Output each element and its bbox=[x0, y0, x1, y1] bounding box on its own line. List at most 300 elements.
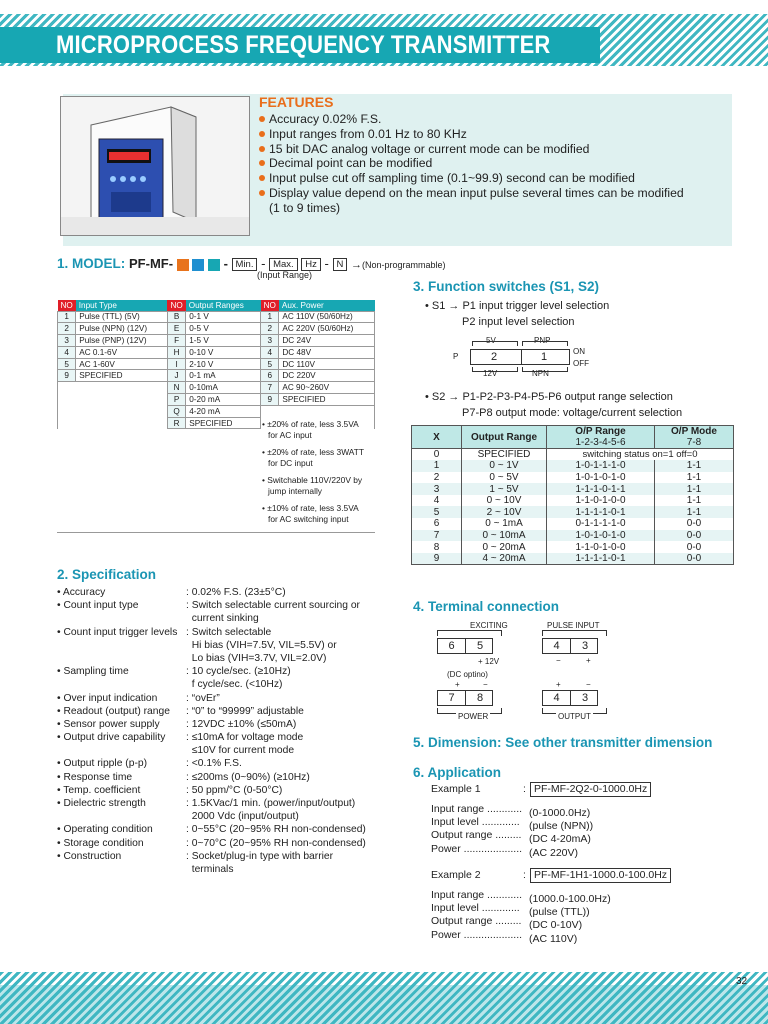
aux-power-no bbox=[261, 405, 279, 417]
spec-label: • Sampling time bbox=[57, 666, 129, 678]
arrow-icon: → bbox=[351, 259, 363, 271]
terminal-4: 4 bbox=[543, 691, 571, 705]
features-heading: FEATURES bbox=[259, 94, 334, 110]
spec-value: : Switch selectable current sourcing or bbox=[186, 600, 360, 612]
col-output-range: Output Range bbox=[462, 426, 547, 449]
terminal-3: 3 bbox=[581, 640, 589, 652]
spec-label: • Accuracy bbox=[57, 587, 106, 598]
spec-label: • Construction bbox=[57, 850, 122, 862]
table-row bbox=[58, 346, 375, 358]
dc-optino-label: (DC optino) bbox=[447, 670, 488, 679]
model-swatch-teal bbox=[208, 259, 220, 271]
terminal-5: 5 bbox=[476, 640, 484, 652]
cell-range: SPECIFIED bbox=[462, 449, 547, 461]
table-row bbox=[58, 335, 375, 347]
note-line: for DC input bbox=[268, 458, 313, 468]
spec-value: : Socket/plug-in type with barrier bbox=[186, 850, 334, 862]
table-row bbox=[58, 311, 375, 323]
power-label: POWER bbox=[458, 712, 489, 721]
op-range-sub: 1-2-3-4-5-6 bbox=[575, 437, 626, 448]
table-row bbox=[58, 370, 375, 382]
product-photo bbox=[60, 96, 250, 236]
spec-value: current sinking bbox=[186, 613, 259, 625]
application-row-value: (0-1000.0Hz) bbox=[529, 807, 591, 820]
spec-value: : ≤200ms (0~90%) (≥10Hz) bbox=[186, 771, 310, 783]
model-box-hz: Hz bbox=[301, 258, 321, 271]
table-row bbox=[412, 518, 734, 530]
page-title: MICROPROCESS FREQUENCY TRANSMITTER bbox=[56, 31, 551, 59]
dip-divider bbox=[521, 350, 522, 364]
application-heading: 6. Application bbox=[413, 765, 502, 780]
aux-note-2 bbox=[262, 447, 364, 469]
cell-op-mode: 0-0 bbox=[655, 530, 734, 542]
model-code: PF-MF- bbox=[129, 256, 174, 271]
example-2-colon: : bbox=[523, 869, 526, 881]
table-row bbox=[58, 382, 375, 394]
col-input-type: Input Type bbox=[76, 300, 168, 311]
terminal-block-bottom-right bbox=[542, 690, 598, 706]
spec-value: : “0” to “99999” adjustable bbox=[186, 705, 304, 717]
spec-value: : 0~70°C (20~95% RH non-condensed) bbox=[186, 837, 366, 849]
example-2-code: PF-MF-1H1-1000.0-100.0Hz bbox=[530, 868, 671, 883]
application-row-value: (DC 4-20mA) bbox=[529, 833, 591, 846]
output-range-no: E bbox=[167, 323, 185, 335]
output-range-label: 0-10 V bbox=[186, 346, 261, 358]
op-mode-title: O/P Mode bbox=[671, 426, 717, 437]
cell-range: 0 ~ 10mA bbox=[462, 530, 547, 542]
col-no: NO bbox=[58, 300, 76, 311]
spec-label: • Sensor power supply bbox=[57, 718, 160, 730]
op-mode-sub: 7-8 bbox=[686, 437, 702, 448]
table-row bbox=[58, 405, 375, 417]
aux-power-no: 9 bbox=[261, 394, 279, 406]
input-type-label: AC 0.1-6V bbox=[76, 346, 168, 358]
col-op-mode bbox=[655, 426, 734, 449]
input-type-label bbox=[76, 394, 168, 406]
cell-op-mode: 1-1 bbox=[655, 506, 734, 518]
model-box-n: N bbox=[333, 258, 348, 271]
application-row bbox=[431, 816, 594, 833]
op-range-title: O/P Range bbox=[575, 426, 626, 437]
cell-x: 6 bbox=[412, 518, 462, 530]
spec-value: Hi bias (VIH=7.5V, VIL=5.5V) or bbox=[186, 639, 337, 651]
model-box-max: Max. bbox=[269, 258, 298, 271]
aux-power-no: 6 bbox=[261, 370, 279, 382]
spec-value: f cycle/sec. (<10Hz) bbox=[186, 679, 283, 691]
exciting-bracket bbox=[437, 630, 502, 636]
model-heading: 1. MODEL: bbox=[57, 256, 130, 271]
example-2-label: Example 2 bbox=[431, 869, 481, 881]
example-1-label: Example 1 bbox=[431, 783, 481, 795]
terminal-6: 6 bbox=[438, 639, 466, 653]
cell-status: switching status on=1 off=0 bbox=[547, 449, 734, 461]
aux-power-no: 4 bbox=[261, 346, 279, 358]
non-programmable-label: (Non-programmable) bbox=[362, 260, 446, 270]
note-line: for AC input bbox=[268, 430, 312, 440]
spec-label: • Count input trigger levels bbox=[57, 626, 178, 638]
cell-range: 0 ~ 10V bbox=[462, 495, 547, 507]
spec-label: • Operating condition bbox=[57, 824, 153, 836]
example-1-rows bbox=[431, 803, 594, 859]
table-row bbox=[412, 460, 734, 472]
spec-labels bbox=[57, 586, 177, 876]
feature-item: Decimal point can be modified bbox=[259, 156, 684, 171]
application-row bbox=[431, 928, 611, 945]
spec-value: : Switch selectable bbox=[186, 626, 272, 638]
terminal-block-bottom-left bbox=[437, 690, 493, 706]
aux-note-1 bbox=[262, 419, 359, 441]
table-row bbox=[412, 472, 734, 484]
input-type-label: SPECIFIED bbox=[76, 370, 168, 382]
cell-x: 9 bbox=[412, 553, 462, 565]
spec-value: : 0.02% F.S. (23±5°C) bbox=[186, 587, 286, 598]
diag-pnp: PNP bbox=[534, 336, 551, 345]
diag-npn: NPN bbox=[532, 369, 549, 378]
terminal-block-top-left bbox=[437, 638, 493, 654]
cell-x: 4 bbox=[412, 495, 462, 507]
cell-op-mode: 1-1 bbox=[655, 460, 734, 472]
cell-x: 7 bbox=[412, 530, 462, 542]
minus-sign: − bbox=[556, 656, 561, 665]
aux-power-no: 7 bbox=[261, 382, 279, 394]
note-line: • Switchable 110V/220V by bbox=[262, 475, 363, 485]
model-dash: - bbox=[324, 256, 329, 271]
spec-value: 2000 Vdc (input/output) bbox=[186, 811, 299, 823]
terminal-8: 8 bbox=[476, 692, 484, 704]
output-range-label: 0-20 mA bbox=[186, 394, 261, 406]
spec-label bbox=[57, 863, 177, 876]
spec-label bbox=[57, 810, 177, 823]
output-range-label: SPECIFIED bbox=[186, 417, 261, 429]
spec-label: • Response time bbox=[57, 771, 133, 783]
input-type-no: 1 bbox=[58, 311, 76, 323]
feature-item: Input ranges from 0.01 Hz to 80 KHz bbox=[259, 127, 684, 142]
dip-2: 2 bbox=[491, 351, 498, 363]
aux-power-label: DC 48V bbox=[279, 346, 375, 358]
table-row bbox=[58, 358, 375, 370]
model-line bbox=[57, 256, 446, 271]
table-row bbox=[412, 530, 734, 542]
spec-value: : <0.1% F.S. bbox=[186, 758, 242, 770]
application-row bbox=[431, 902, 611, 919]
output-range-no: N bbox=[167, 382, 185, 394]
application-row bbox=[431, 829, 593, 846]
footer-panel bbox=[0, 985, 768, 1024]
terminal-block-top-right bbox=[542, 638, 598, 654]
col-output-ranges: Output Ranges bbox=[186, 300, 261, 311]
s2-line-1: • S2 → P1-P2-P3-P4-P5-P6 output range selection bbox=[425, 391, 673, 403]
table-row bbox=[412, 495, 734, 507]
transmitter-illustration bbox=[61, 97, 250, 236]
cell-op-range: 1-1-0-1-0-0 bbox=[547, 541, 655, 553]
application-row-label: Input level ............. bbox=[431, 816, 520, 829]
output-range-label: 2-10 V bbox=[186, 358, 261, 370]
output-range-label: 1-5 V bbox=[186, 335, 261, 347]
col-op-range bbox=[547, 426, 655, 449]
input-type-no bbox=[58, 417, 76, 429]
cell-range: 0 ~ 1mA bbox=[462, 518, 547, 530]
application-row-label: Input level ............. bbox=[431, 902, 520, 915]
output-range-no: B bbox=[167, 311, 185, 323]
terminal-4: 4 bbox=[543, 639, 571, 653]
feature-item-continuation: (1 to 9 times) bbox=[269, 200, 341, 215]
cell-op-range: 1-1-0-1-0-0 bbox=[547, 495, 655, 507]
example-1-colon: : bbox=[523, 783, 526, 795]
spec-value: : 1.5KVac/1 min. (power/input/output) bbox=[186, 798, 356, 809]
spec-label: • Readout (output) range bbox=[57, 705, 170, 717]
example-1-code: PF-MF-2Q2-0-1000.0Hz bbox=[530, 782, 651, 797]
application-row-value: (1000.0-100.0Hz) bbox=[529, 893, 611, 906]
spec-value: ≤10V for current mode bbox=[186, 745, 295, 757]
aux-power-label: AC 110V (50/60Hz) bbox=[279, 311, 375, 323]
s1-line-1: • S1 → P1 input trigger level selection bbox=[425, 300, 610, 312]
pulse-bracket bbox=[542, 630, 607, 636]
dimension-heading: 5. Dimension: See other transmitter dimension bbox=[413, 735, 713, 750]
diag-off: OFF bbox=[573, 359, 589, 368]
diag-p: P bbox=[453, 352, 459, 361]
application-row-value: (AC 220V) bbox=[529, 846, 579, 859]
cell-range: 2 ~ 10V bbox=[462, 506, 547, 518]
aux-power-label: AC 90~260V bbox=[279, 382, 375, 394]
minus-sign: − bbox=[586, 680, 591, 689]
input-type-no bbox=[58, 405, 76, 417]
model-dash: - bbox=[223, 256, 228, 271]
output-range-no: I bbox=[167, 358, 185, 370]
note-line: for AC switching input bbox=[268, 514, 349, 524]
output-range-no: R bbox=[167, 417, 185, 429]
application-row-value: (DC 0-10V) bbox=[529, 919, 583, 932]
input-range-label: (Input Range) bbox=[257, 270, 313, 280]
aux-note-4 bbox=[262, 503, 359, 525]
spec-label: • Dielectric strength bbox=[57, 798, 146, 809]
spec-label bbox=[57, 678, 177, 691]
table-row bbox=[412, 553, 734, 565]
spec-label bbox=[57, 652, 177, 665]
input-type-label: AC 1-60V bbox=[76, 358, 168, 370]
plus-sign: + bbox=[586, 656, 591, 665]
spec-value: Lo bias (VIH=3.7V, VIL=2.0V) bbox=[186, 652, 327, 664]
cell-op-mode: 1-1 bbox=[655, 472, 734, 484]
spec-label: • Output ripple (p-p) bbox=[57, 758, 148, 770]
example-1-code-wrap bbox=[530, 782, 651, 797]
input-type-label bbox=[76, 405, 168, 417]
output-range-no: F bbox=[167, 335, 185, 347]
cell-op-range: 1-0-1-0-1-0 bbox=[547, 530, 655, 542]
terminal-3: 3 bbox=[581, 692, 589, 704]
table-row bbox=[412, 483, 734, 495]
aux-power-no: 5 bbox=[261, 358, 279, 370]
output-range-no: Q bbox=[167, 405, 185, 417]
cell-x: 3 bbox=[412, 483, 462, 495]
s2-line-2: P7-P8 output mode: voltage/current selection bbox=[462, 407, 683, 419]
application-row-value: (pulse (NPN)) bbox=[529, 820, 594, 833]
plus-12v-label: + 12V bbox=[478, 657, 500, 666]
spec-values bbox=[186, 586, 366, 876]
cell-op-mode: 1-1 bbox=[655, 495, 734, 507]
spec-value: terminals bbox=[186, 863, 234, 875]
table-row bbox=[412, 541, 734, 553]
cell-range: 0 ~ 20mA bbox=[462, 541, 547, 553]
col-no: NO bbox=[167, 300, 185, 311]
output-range-label: 0-5 V bbox=[186, 323, 261, 335]
col-x: X bbox=[412, 426, 462, 449]
cell-op-mode: 0-0 bbox=[655, 553, 734, 565]
aux-power-label: AC 220V (50/60Hz) bbox=[279, 323, 375, 335]
s1-line-2: P2 input level selection bbox=[462, 316, 575, 328]
application-row-label: Output range ......... bbox=[431, 829, 522, 842]
spec-label: • Over input indication bbox=[57, 692, 158, 704]
function-switches-heading: 3. Function switches (S1, S2) bbox=[413, 279, 600, 294]
note-line: jump internally bbox=[268, 486, 322, 496]
model-swatch-orange bbox=[177, 259, 189, 271]
dip-1: 1 bbox=[541, 351, 548, 363]
application-row bbox=[431, 842, 593, 859]
note-line: • ±10% of rate, less 3.5VA bbox=[262, 503, 359, 513]
output-range-no: P bbox=[167, 394, 185, 406]
features-list bbox=[259, 112, 684, 216]
application-row-value: (AC 110V) bbox=[529, 932, 578, 945]
spec-value: : 0~55°C (20~95% RH non-condensed) bbox=[186, 824, 366, 836]
input-type-no: 5 bbox=[58, 358, 76, 370]
aux-power-label: DC 110V bbox=[279, 358, 375, 370]
spec-label: • Count input type bbox=[57, 600, 139, 612]
cell-op-mode: 1-1 bbox=[655, 483, 734, 495]
cell-op-mode: 0-0 bbox=[655, 518, 734, 530]
application-row bbox=[431, 803, 593, 820]
exciting-label: EXCITING bbox=[470, 621, 508, 630]
input-type-label bbox=[76, 382, 168, 394]
terminal-heading: 4. Terminal connection bbox=[413, 599, 560, 614]
cell-range: 4 ~ 20mA bbox=[462, 553, 547, 565]
spec-value: : “ovEr” bbox=[186, 692, 220, 704]
model-table bbox=[57, 300, 375, 429]
aux-power-no: 3 bbox=[261, 335, 279, 347]
aux-power-label: SPECIFIED bbox=[279, 394, 375, 406]
cell-op-range: 1-0-1-0-1-0 bbox=[547, 472, 655, 484]
input-type-no: 4 bbox=[58, 346, 76, 358]
feature-item: 15 bit DAC analog voltage or current mode can be modified bbox=[259, 142, 684, 157]
output-range-no: H bbox=[167, 346, 185, 358]
input-type-no: 3 bbox=[58, 335, 76, 347]
spec-value: : 50 ppm/°C (0-50°C) bbox=[186, 784, 283, 796]
cell-range: 0 ~ 1V bbox=[462, 460, 547, 472]
input-type-label: Pulse (NPN) (12V) bbox=[76, 323, 168, 335]
cell-op-range: 0-1-1-1-1-0 bbox=[547, 518, 655, 530]
cell-range: 1 ~ 5V bbox=[462, 483, 547, 495]
pulse-input-label: PULSE INPUT bbox=[547, 621, 600, 630]
cell-x: 0 bbox=[412, 449, 462, 461]
example-2-rows bbox=[431, 889, 611, 945]
application-row-label: Input range ............ bbox=[431, 889, 523, 901]
spec-label: • Storage condition bbox=[57, 837, 144, 849]
output-range-label: 0-10mA bbox=[186, 382, 261, 394]
diag-12v: 12V bbox=[483, 369, 498, 378]
plus-sign: + bbox=[455, 680, 460, 689]
diag-bracket-top bbox=[472, 341, 518, 346]
input-type-label: Pulse (TTL) (5V) bbox=[76, 311, 168, 323]
output-range-label: 0-1 mA bbox=[186, 370, 261, 382]
table-row bbox=[58, 394, 375, 406]
spec-label bbox=[57, 639, 177, 652]
input-type-no: 2 bbox=[58, 323, 76, 335]
cell-x: 2 bbox=[412, 472, 462, 484]
application-row-label: Power .................... bbox=[431, 842, 523, 855]
output-label: OUTPUT bbox=[558, 712, 591, 721]
output-range-label: 0-1 V bbox=[186, 311, 261, 323]
notes-divider bbox=[57, 532, 375, 533]
spec-value: : 10 cycle/sec. (≥10Hz) bbox=[186, 666, 291, 678]
input-type-no bbox=[58, 382, 76, 394]
example-2-code-wrap bbox=[530, 868, 671, 883]
spec-label: • Temp. coefficient bbox=[57, 784, 141, 796]
model-swatch-blue bbox=[192, 259, 204, 271]
output-range-table bbox=[411, 425, 734, 565]
cell-x: 1 bbox=[412, 460, 462, 472]
cell-op-range: 1-1-1-1-0-1 bbox=[547, 553, 655, 565]
model-dash: - bbox=[261, 256, 266, 271]
note-line: • ±20% of rate, less 3WATT bbox=[262, 447, 365, 457]
aux-note-3 bbox=[262, 475, 362, 497]
application-row bbox=[431, 889, 611, 906]
table-row bbox=[412, 506, 734, 518]
diag-on: ON bbox=[573, 347, 585, 356]
aux-power-label bbox=[279, 405, 375, 417]
output-range-no: J bbox=[167, 370, 185, 382]
spec-value: : 12VDC ±10% (≤50mA) bbox=[186, 718, 297, 730]
aux-power-label: DC 24V bbox=[279, 335, 375, 347]
specification-heading: 2. Specification bbox=[57, 567, 157, 582]
input-type-label: Pulse (PNP) (12V) bbox=[76, 335, 168, 347]
spec-label: • Output drive capability bbox=[57, 732, 166, 744]
dip-switch bbox=[470, 349, 570, 365]
col-aux-power: Aux. Power bbox=[279, 300, 375, 311]
application-row-label: Output range ......... bbox=[431, 915, 522, 928]
col-no: NO bbox=[261, 300, 279, 311]
input-type-label bbox=[76, 417, 168, 429]
cell-op-range: 1-0-1-1-1-0 bbox=[547, 460, 655, 472]
spec-label bbox=[57, 744, 177, 757]
cell-op-range: 1-1-1-0-1-1 bbox=[547, 483, 655, 495]
output-range-label: 4-20 mA bbox=[186, 405, 261, 417]
terminal-7: 7 bbox=[438, 691, 466, 705]
cell-op-mode: 0-0 bbox=[655, 541, 734, 553]
spec-value: : ≤10mA for voltage mode bbox=[186, 732, 304, 744]
cell-x: 8 bbox=[412, 541, 462, 553]
minus-sign: − bbox=[483, 680, 488, 689]
table-row bbox=[412, 449, 734, 461]
table-row bbox=[58, 323, 375, 335]
model-box-min: Min. bbox=[232, 258, 258, 271]
feature-item: Display value depend on the mean input pulse several times can be modified bbox=[259, 186, 684, 201]
aux-power-no: 1 bbox=[261, 311, 279, 323]
spec-label bbox=[57, 612, 177, 625]
title-bar bbox=[0, 27, 600, 63]
page-number: 32 bbox=[736, 976, 748, 987]
aux-power-label: DC 220V bbox=[279, 370, 375, 382]
application-row-label: Power .................... bbox=[431, 928, 523, 941]
diag-bracket-top2 bbox=[522, 341, 568, 346]
cell-op-range: 1-1-1-1-0-1 bbox=[547, 506, 655, 518]
note-line: • ±20% of rate, less 3.5VA bbox=[262, 419, 359, 429]
diag-5v: 5V bbox=[486, 336, 496, 345]
switch-diagram bbox=[450, 335, 610, 380]
aux-power-no: 2 bbox=[261, 323, 279, 335]
input-type-no bbox=[58, 394, 76, 406]
cell-x: 5 bbox=[412, 506, 462, 518]
application-row-label: Input range ............ bbox=[431, 803, 523, 815]
feature-item: Input pulse cut off sampling time (0.1~99.9) second can be modified bbox=[259, 171, 684, 186]
application-row-value: (pulse (TTL)) bbox=[529, 906, 590, 919]
